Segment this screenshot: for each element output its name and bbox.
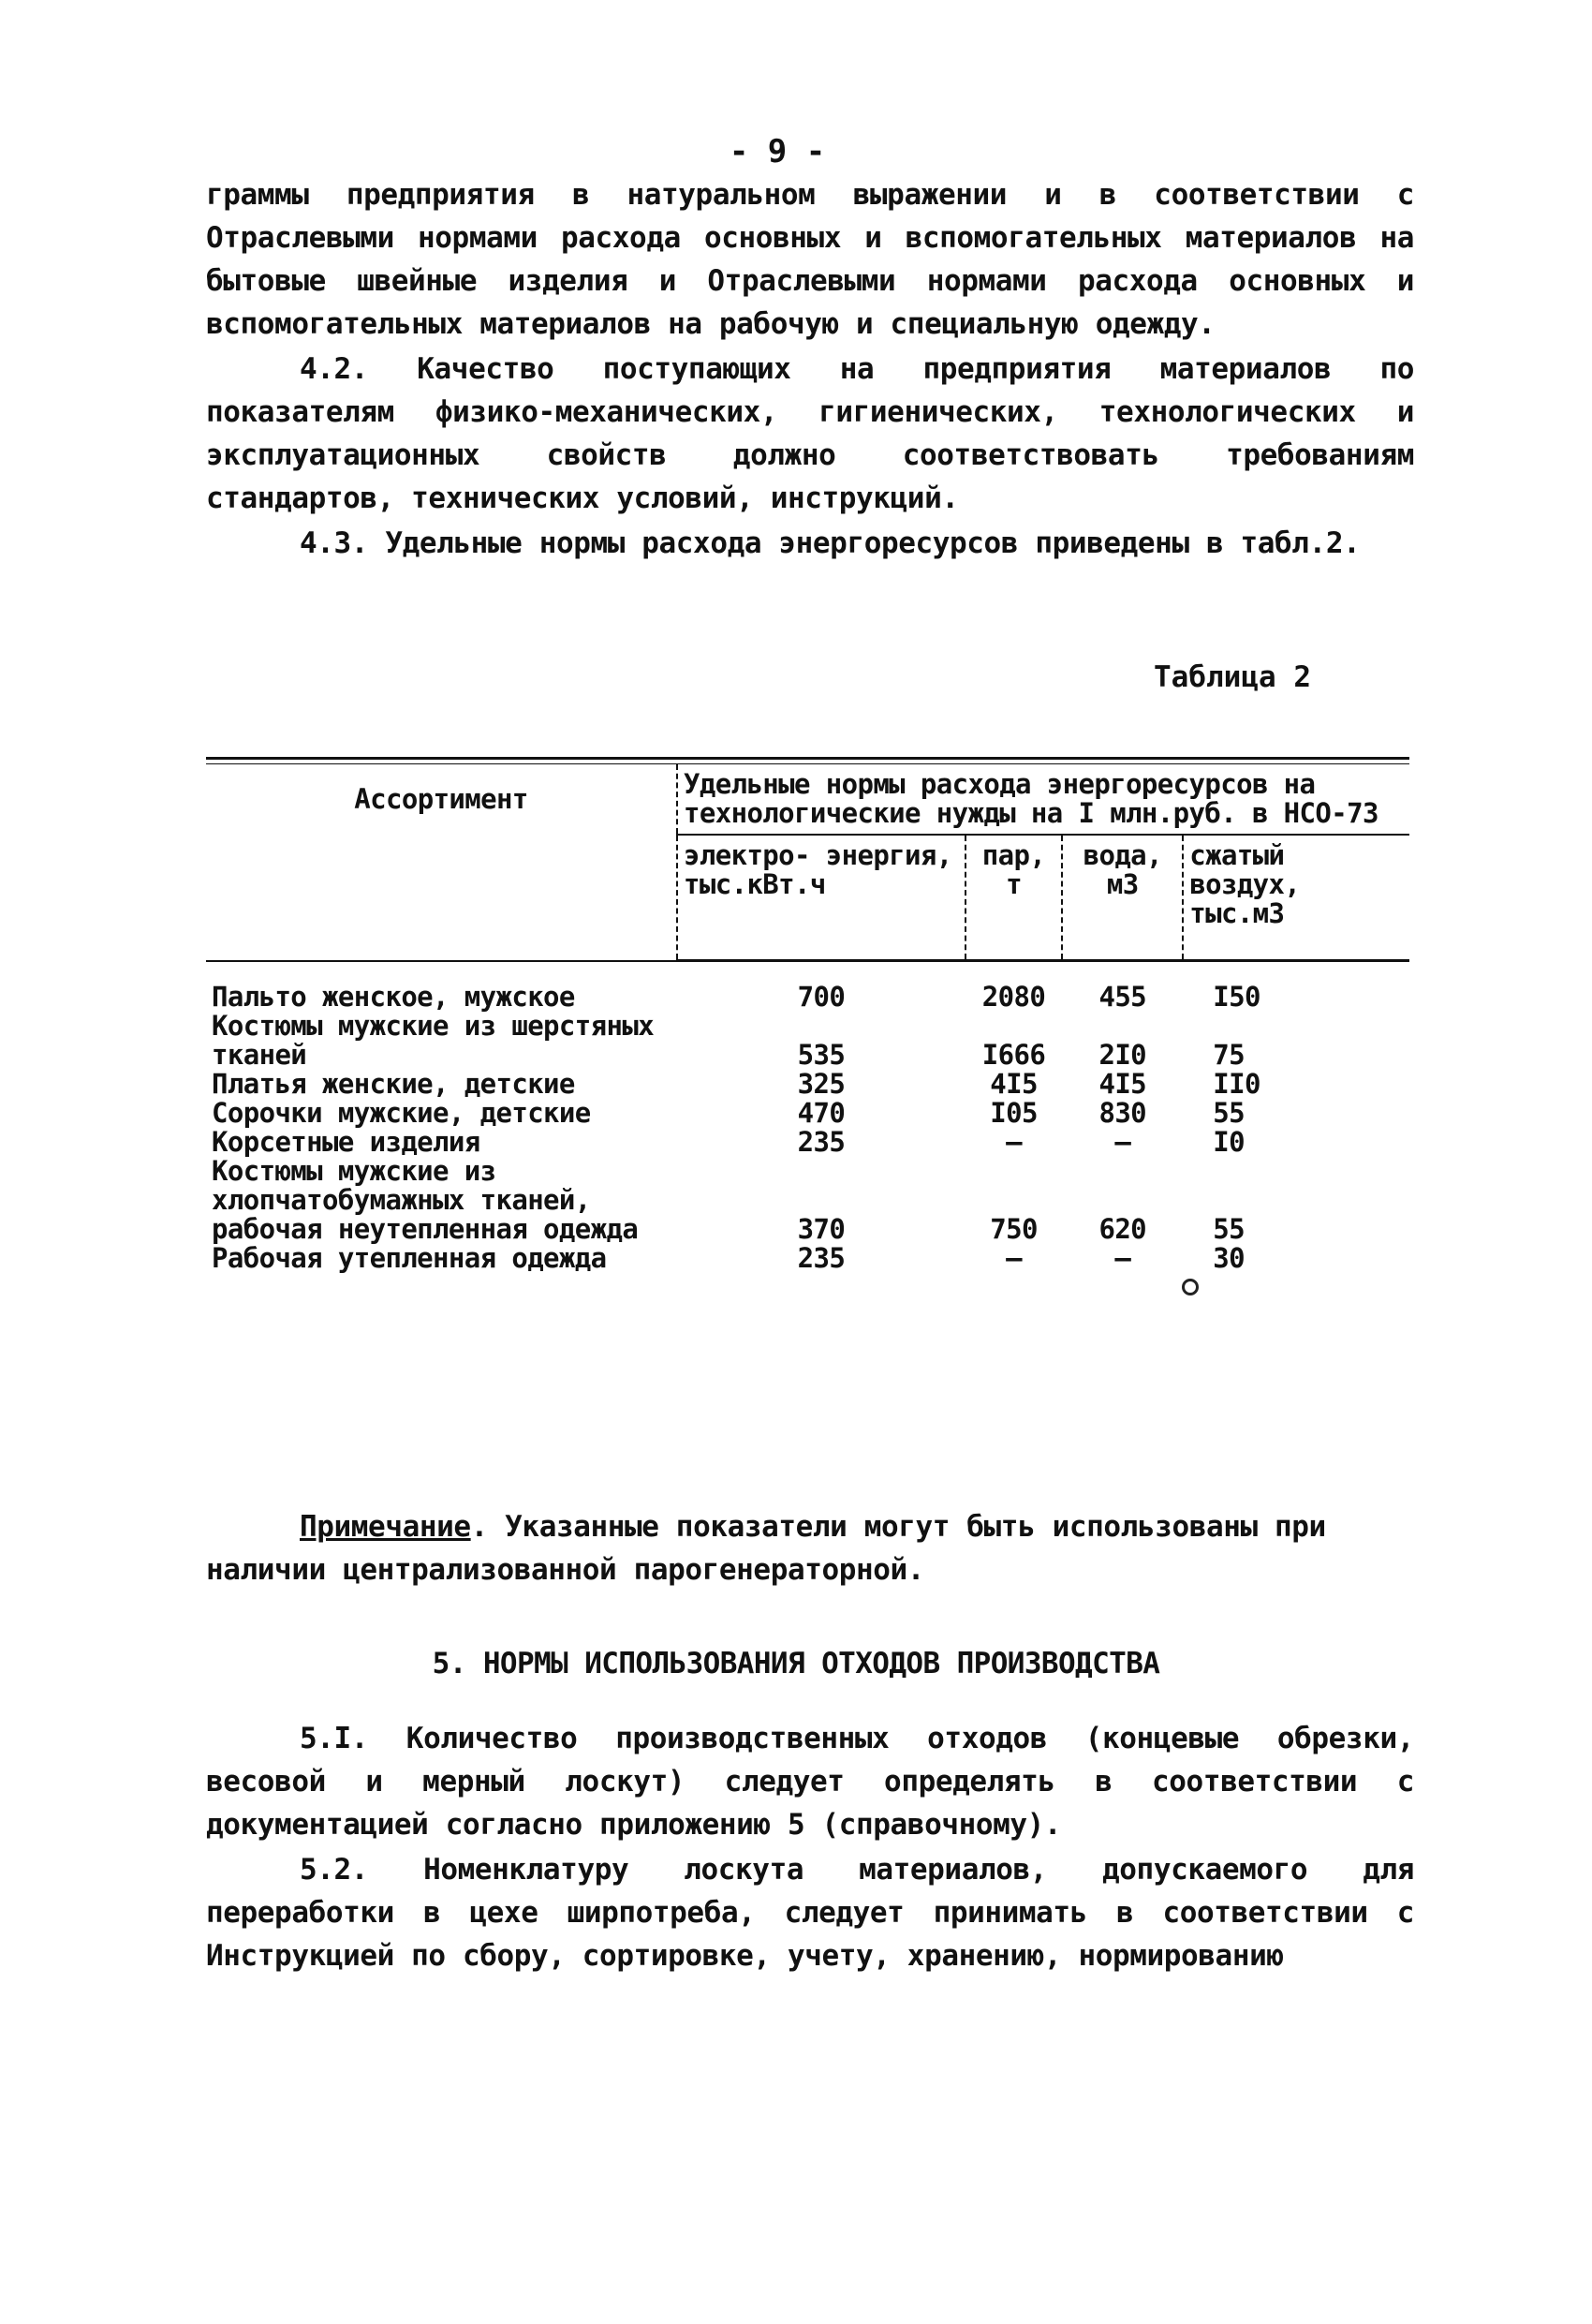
section-5-heading: 5. НОРМЫ ИСПОЛЬЗОВАНИЯ ОТХОДОВ ПРОИЗВОДСТВА (432, 1647, 1160, 1680)
row-assortment-name: Костюмы мужские из хлопчатобумажных тканей, рабочая неутепленная одежда (212, 1155, 639, 1245)
row-value-water: – (1114, 1126, 1131, 1158)
header-compressed-air: сжатый воздух, тыс.м3 (1183, 835, 1409, 961)
row-value-compressed-air: 55 (1213, 1097, 1245, 1129)
row-value-electricity: 325 (797, 1068, 846, 1100)
row-value-steam: 2080 (981, 981, 1046, 1013)
row-value-water: – (1114, 1242, 1131, 1274)
energy-norms-table (206, 764, 1409, 1273)
table-row (206, 961, 1409, 1013)
header-water: вода, м3 (1062, 835, 1183, 961)
header-energy-norms: Удельные нормы расхода энергоресурсов на технологические нужды на I млн.руб. в НСО-73 (677, 764, 1409, 835)
table-body (206, 961, 1409, 1274)
table-caption: Таблица 2 (1154, 660, 1311, 694)
row-value-water: 620 (1098, 1213, 1147, 1245)
energy-table-container (206, 757, 1409, 1273)
paragraph-5-2: 5.2. Номенклатуру лоскута материалов, допускаемого для переработки в цехе ширпотреба, следует принимать в соответствии с Инструкцией по сбору, сортировке, учету, хранению, нормированию (206, 1853, 1414, 1973)
paragraph-4-3: 4.3. Удельные нормы расхода энергоресурсов приведены в табл.2. (300, 526, 1361, 560)
row-assortment-name: Рабочая утепленная одежда (212, 1242, 607, 1274)
row-value-steam: – (1006, 1242, 1022, 1274)
row-assortment-name: Корсетные изделия (212, 1126, 480, 1158)
header-assortment: Ассортимент (206, 764, 677, 961)
note-label: Примечание (300, 1510, 471, 1544)
row-value-compressed-air: 75 (1213, 1039, 1245, 1071)
table-top-rule (206, 757, 1409, 764)
header-steam: пар, т (966, 835, 1062, 961)
row-value-water: 4I5 (1098, 1068, 1147, 1100)
table-row (206, 1070, 1409, 1099)
section-5-text (206, 1717, 1414, 1977)
table-row (206, 1128, 1409, 1157)
table-row (206, 1099, 1409, 1128)
row-value-steam: I666 (981, 1039, 1046, 1071)
row-value-water: 455 (1098, 981, 1147, 1013)
row-value-electricity: 535 (797, 1039, 846, 1071)
row-value-compressed-air: I0 (1213, 1126, 1245, 1158)
table-note (206, 1505, 1414, 1591)
row-value-compressed-air: 30 (1213, 1242, 1245, 1274)
row-value-steam: 4I5 (990, 1068, 1038, 1100)
intro-text (206, 173, 1414, 565)
page-number: - 9 - (729, 133, 826, 170)
row-value-electricity: 370 (797, 1213, 846, 1245)
row-value-compressed-air: I50 (1213, 981, 1260, 1013)
table-row (206, 1157, 1409, 1244)
row-value-compressed-air: II0 (1213, 1068, 1260, 1100)
row-value-steam: – (1006, 1126, 1022, 1158)
table-row (206, 1012, 1409, 1070)
row-value-water: 2I0 (1098, 1039, 1147, 1071)
row-assortment-name: Пальто женское, мужское (212, 981, 575, 1013)
table-row (206, 1244, 1409, 1273)
row-assortment-name: Костюмы мужские из шерстяных тканей (212, 1010, 655, 1071)
row-assortment-name: Сорочки мужские, детские (212, 1097, 591, 1129)
paragraph-4-2: 4.2. Качество поступающих на предприятия материалов по показателям физико-механических, гигиенических, технологических и эксплуатационных свойств должно соответствовать требованиям стандартов, технических условий, инструкций. (206, 352, 1414, 515)
row-value-electricity: 700 (797, 981, 846, 1013)
note-text: . Указанные показатели могут быть использованы при наличии централизованной парогенераторной. (206, 1510, 1326, 1587)
row-value-compressed-air: 55 (1213, 1213, 1245, 1245)
row-value-electricity: 470 (797, 1097, 846, 1129)
row-assortment-name: Платья женские, детские (212, 1068, 575, 1100)
row-value-electricity: 235 (797, 1242, 846, 1274)
row-value-water: 830 (1098, 1097, 1147, 1129)
row-value-electricity: 235 (797, 1126, 846, 1158)
header-electricity: электро- энергия, тыс.кВт.ч (677, 835, 966, 961)
stray-circle-mark (1182, 1279, 1199, 1295)
row-value-steam: 750 (990, 1213, 1038, 1245)
row-value-steam: I05 (990, 1097, 1038, 1129)
paragraph-5-1: 5.I. Количество производственных отходов (концевые обрезки, весовой и мерный лоскут) следует определять в соответствии с документацией согласно приложению 5 (справочному). (206, 1722, 1414, 1842)
paragraph-continuation: граммы предприятия в натуральном выражении и в соответствии с Отраслевыми нормами расхода основных и вспомогательных материалов на бытовые швейные изделия и Отраслевыми нормами расхода основных и вспомогательных материалов на рабочую и специальную одежду. (206, 178, 1414, 341)
